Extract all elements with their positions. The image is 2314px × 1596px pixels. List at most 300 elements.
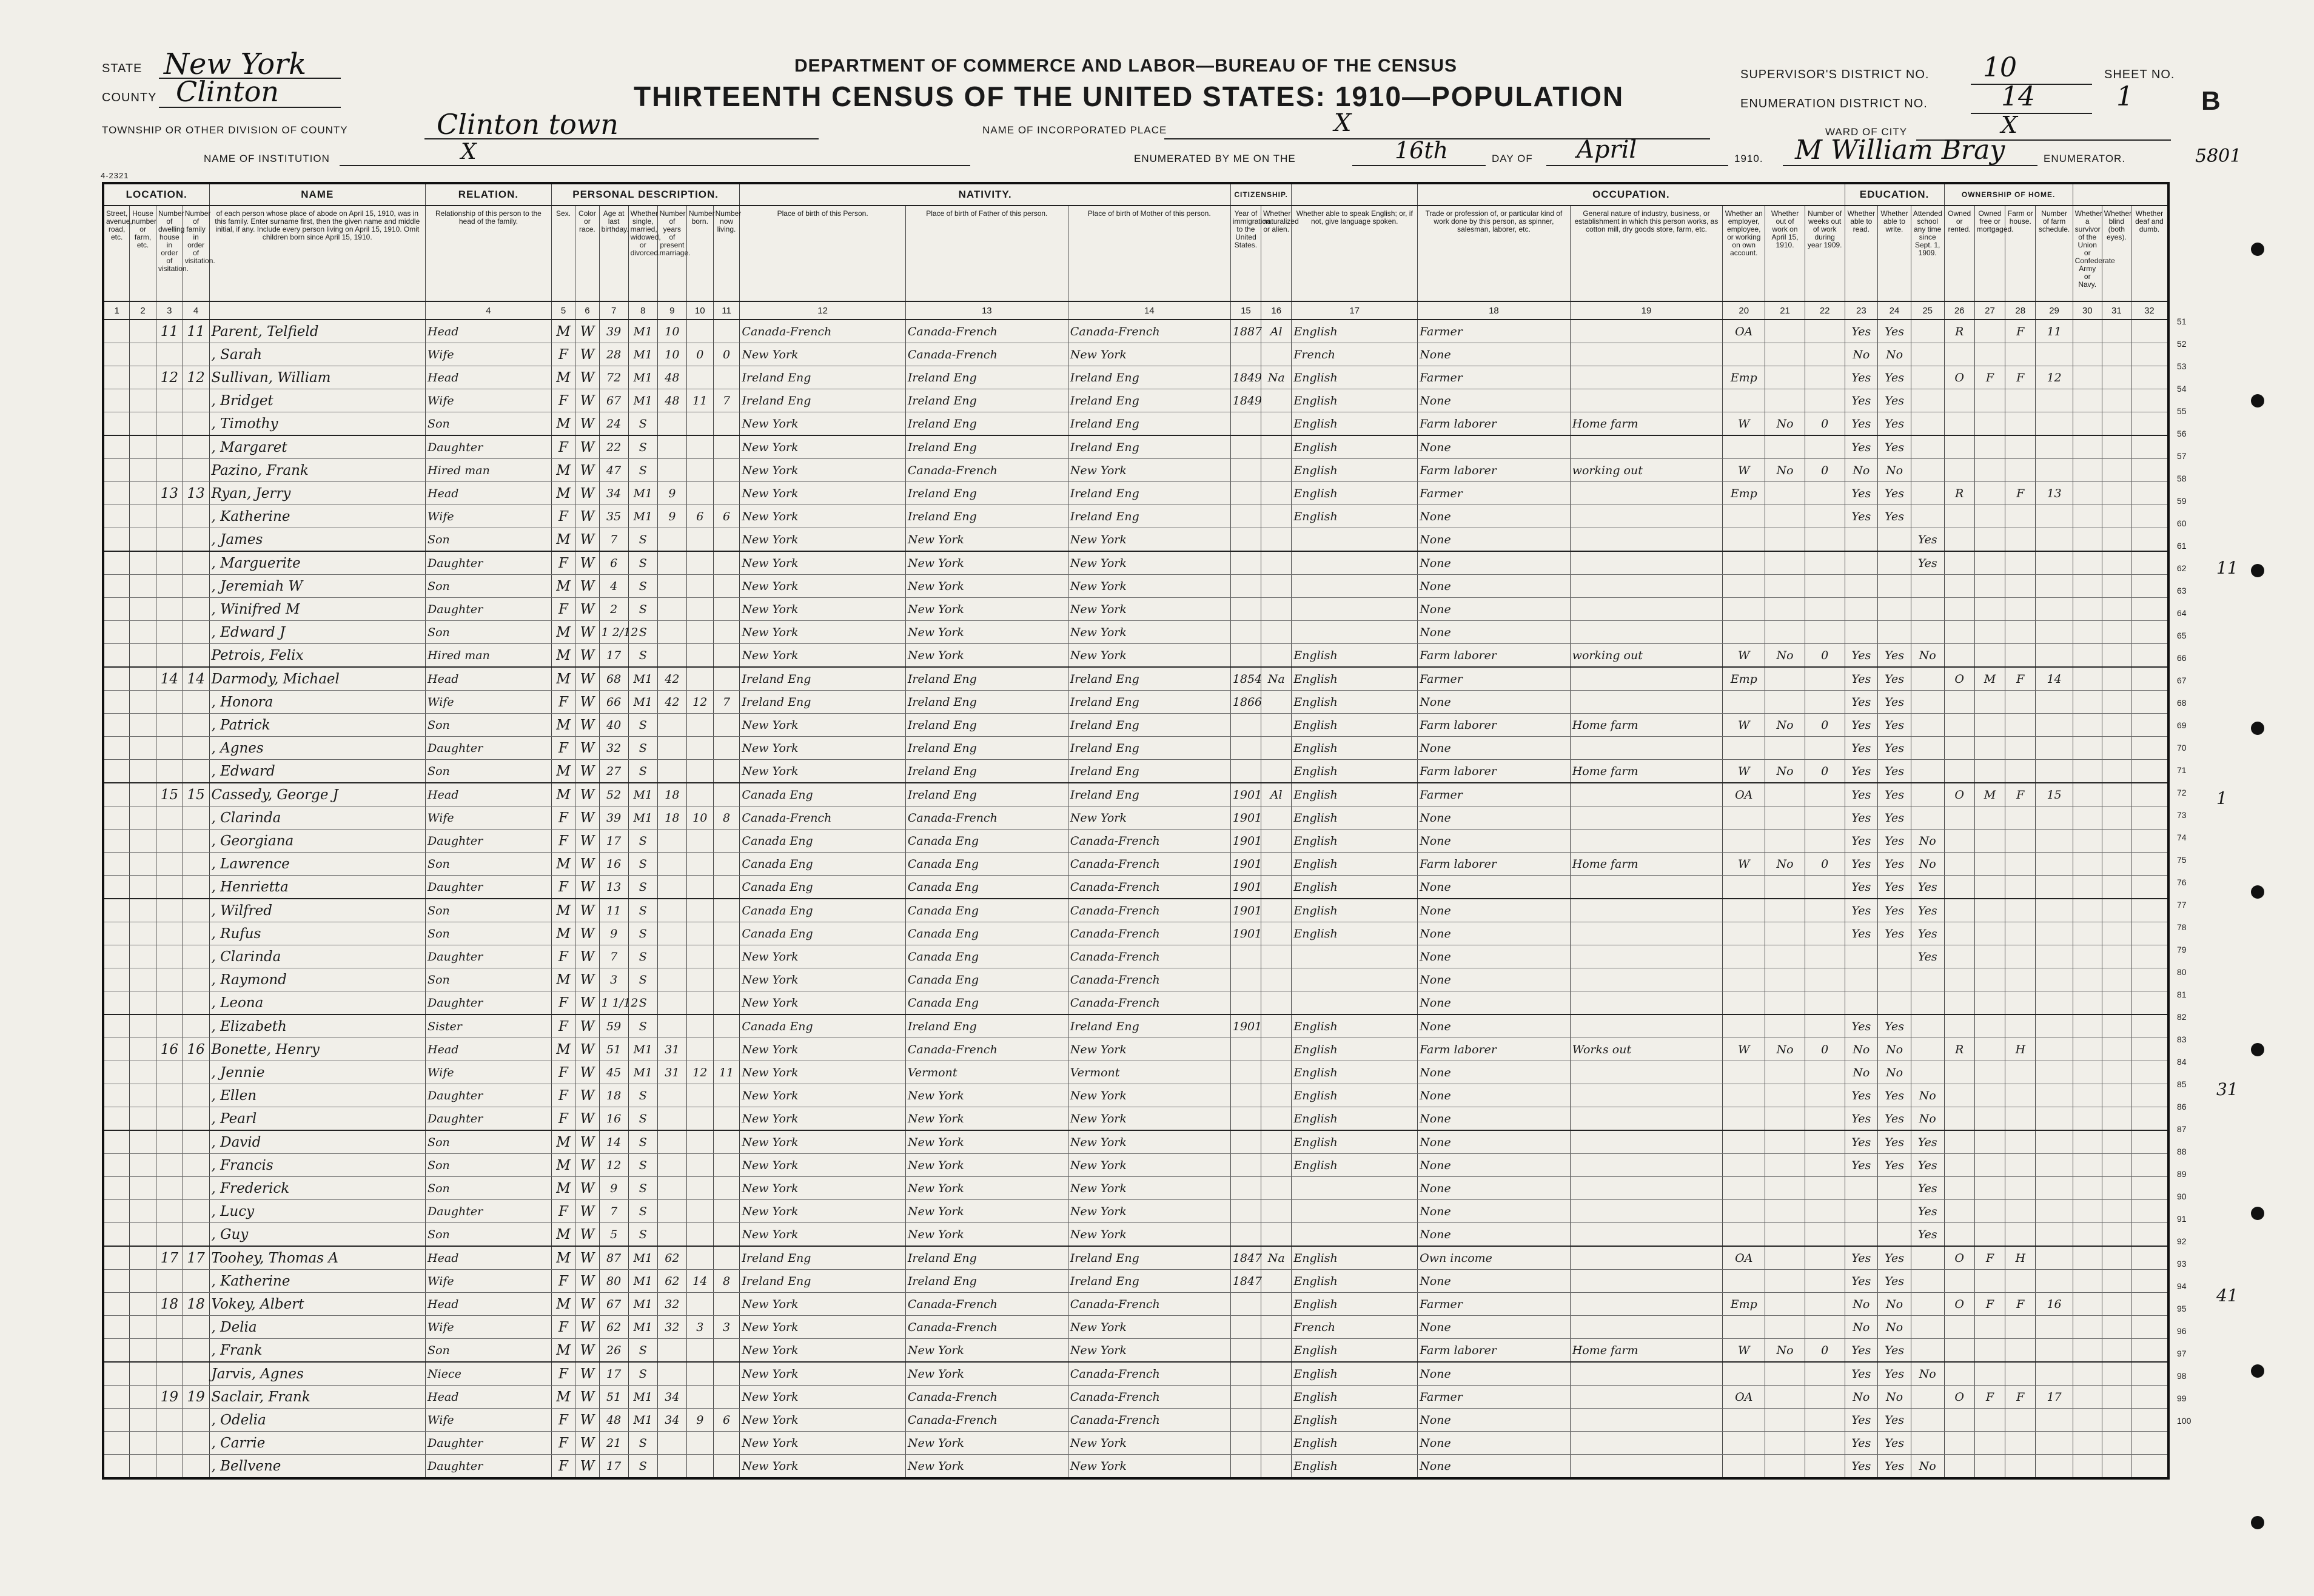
attended-school [1911,691,1944,714]
years-married [657,621,686,644]
children-born: 12 [686,691,713,714]
owned-rented: O [1944,667,1974,691]
immigration-year [1230,575,1261,598]
birthplace-father: Ireland Eng [905,482,1068,505]
veteran [2073,1316,2102,1339]
marital-status: S [628,830,657,853]
veteran [2073,320,2102,343]
race: W [575,551,599,575]
employer-status [1723,1270,1765,1293]
birthplace-mother: Ireland Eng [1068,412,1230,436]
years-married [657,876,686,899]
weeks-out: 0 [1805,412,1845,436]
weeks-out [1805,621,1845,644]
can-write: Yes [1878,1432,1911,1455]
free-mortgaged [1974,320,2005,343]
owned-rented [1944,598,1974,621]
desc-read: Whether able to read. [1845,206,1878,301]
trade: None [1418,1154,1571,1177]
table-row [103,783,2168,806]
years-married [657,551,686,575]
race: W [575,320,599,343]
enumerator-label: ENUMERATOR. [2044,153,2126,164]
marital-status: S [628,575,657,598]
birthplace-person: New York [740,1084,905,1107]
family-number: 18 [183,1293,209,1316]
sex: F [551,876,575,899]
column-number: 29 [2036,301,2073,320]
street [103,806,130,830]
veteran [2073,737,2102,760]
immigration-year [1230,1409,1261,1432]
birthplace-person: New York [740,1293,905,1316]
group-ownership: OWNERSHIP OF HOME. [1944,183,2073,206]
desc-school: Attended school any time since Sept. 1, 1909. [1911,206,1944,301]
column-number: 11 [713,301,740,320]
children-living: 0 [713,343,740,366]
farm-schedule [2036,412,2073,436]
can-write: Yes [1878,899,1911,922]
person-name: , Winifred M [209,598,426,621]
birthplace-father: New York [905,1455,1068,1479]
person-name: , Jennie [209,1061,426,1084]
dwelling-number [156,575,183,598]
blind [2102,1339,2131,1363]
blind [2102,760,2131,783]
out-of-work [1765,1246,1805,1270]
blind [2102,667,2131,691]
sex: M [551,1154,575,1177]
weeks-out [1805,1270,1845,1293]
years-married [657,528,686,552]
dwelling-number [156,1200,183,1223]
desc-age: Age at last birthday. [599,206,628,301]
owned-rented: R [1944,1038,1974,1061]
can-read [1845,1177,1878,1200]
age: 26 [599,1339,628,1363]
immigration-year [1230,1316,1261,1339]
table-row [103,853,2168,876]
industry [1570,482,1723,505]
veteran [2073,621,2102,644]
family-number [183,714,209,737]
free-mortgaged [1974,575,2005,598]
can-write [1878,598,1911,621]
age: 87 [599,1246,628,1270]
line-number: 64 [2177,608,2187,618]
house [130,505,156,528]
desc-industry: General nature of industry, business, or establishment in which this person works, as cotton mill, dry goods store, farm, etc. [1570,206,1723,301]
birthplace-person: New York [740,1455,905,1479]
age: 35 [599,505,628,528]
column-number: 15 [1230,301,1261,320]
house [130,945,156,968]
trade: None [1418,1107,1571,1131]
owned-rented [1944,551,1974,575]
naturalization [1261,714,1292,737]
can-write: Yes [1878,714,1911,737]
birthplace-mother: Canada-French [1068,945,1230,968]
relation: Wife [426,1061,552,1084]
table-row [103,830,2168,853]
deaf [2131,1455,2168,1479]
desc-birth-father: Place of birth of Father of this person. [905,206,1068,301]
trade: None [1418,1177,1571,1200]
weeks-out [1805,528,1845,552]
language: English [1292,760,1418,783]
relation: Son [426,899,552,922]
can-read: Yes [1845,714,1878,737]
farm-schedule [2036,922,2073,945]
industry [1570,320,1723,343]
farm-house [2005,1014,2036,1038]
attended-school: Yes [1911,876,1944,899]
table-row [103,1038,2168,1061]
can-read: Yes [1845,922,1878,945]
farm-house [2005,435,2036,459]
birthplace-mother: Ireland Eng [1068,667,1230,691]
attended-school [1911,1432,1944,1455]
can-write: Yes [1878,760,1911,783]
veteran [2073,1223,2102,1247]
children-born [686,1293,713,1316]
years-married: 18 [657,783,686,806]
day-underline [1352,165,1486,166]
birthplace-mother: Vermont [1068,1061,1230,1084]
deaf [2131,412,2168,436]
table-row [103,922,2168,945]
children-born [686,968,713,991]
dwelling-number [156,1084,183,1107]
employer-status [1723,1177,1765,1200]
birthplace-father: Ireland Eng [905,366,1068,389]
dwelling-number [156,1316,183,1339]
attended-school [1911,991,1944,1015]
can-write: Yes [1878,830,1911,853]
race: W [575,945,599,968]
age: 34 [599,482,628,505]
race: W [575,876,599,899]
industry: working out [1570,459,1723,482]
blind [2102,853,2131,876]
can-read: Yes [1845,482,1878,505]
naturalization [1261,1200,1292,1223]
group-education: EDUCATION. [1845,183,1944,206]
can-write: Yes [1878,1130,1911,1154]
desc-birth-mother: Place of birth of Mother of this person. [1068,206,1230,301]
industry [1570,1386,1723,1409]
age: 16 [599,853,628,876]
children-born: 3 [686,1316,713,1339]
weeks-out [1805,343,1845,366]
race: W [575,505,599,528]
industry [1570,598,1723,621]
immigration-year: 1901 [1230,806,1261,830]
sex: F [551,1014,575,1038]
person-name: Petrois, Felix [209,644,426,668]
age: 2 [599,598,628,621]
person-name: , James [209,528,426,552]
marital-status: M1 [628,505,657,528]
language: English [1292,366,1418,389]
can-write: Yes [1878,1246,1911,1270]
dwelling-number [156,1223,183,1247]
deaf [2131,1038,2168,1061]
children-born [686,1200,713,1223]
blind [2102,1038,2131,1061]
age: 14 [599,1130,628,1154]
race: W [575,899,599,922]
dwelling-number [156,853,183,876]
free-mortgaged [1974,551,2005,575]
blind [2102,1409,2131,1432]
language: English [1292,320,1418,343]
person-name: , Rufus [209,922,426,945]
enumeration-label: ENUMERATION DISTRICT NO. [1740,97,1928,110]
free-mortgaged [1974,528,2005,552]
supervisor-label: SUPERVISOR'S DISTRICT NO. [1740,68,1930,81]
table-row [103,598,2168,621]
family-number [183,806,209,830]
veteran [2073,876,2102,899]
dwelling-number [156,1154,183,1177]
farm-schedule: 15 [2036,783,2073,806]
birthplace-person: New York [740,435,905,459]
can-read: No [1845,1038,1878,1061]
trade: Farmer [1418,482,1571,505]
race: W [575,1270,599,1293]
form-id: 4-2321 [101,171,129,180]
children-born [686,760,713,783]
street [103,1386,130,1409]
free-mortgaged [1974,1154,2005,1177]
group-occupation: OCCUPATION. [1418,183,1845,206]
years-married: 42 [657,667,686,691]
desc-immigration: Year of immigration to the United States. [1230,206,1261,301]
family-number [183,760,209,783]
employer-status: Emp [1723,482,1765,505]
out-of-work [1765,737,1805,760]
naturalization [1261,1084,1292,1107]
farm-schedule [2036,1362,2073,1386]
house [130,1293,156,1316]
street [103,783,130,806]
dwelling-number [156,435,183,459]
birthplace-father: New York [905,1362,1068,1386]
birthplace-father: Canada Eng [905,899,1068,922]
family-number [183,853,209,876]
age: 17 [599,1455,628,1479]
sex: F [551,737,575,760]
house [130,922,156,945]
veteran [2073,830,2102,853]
dwelling-number [156,389,183,412]
birthplace-person: Canada-French [740,806,905,830]
race: W [575,1200,599,1223]
family-number [183,575,209,598]
relation: Son [426,528,552,552]
years-married: 62 [657,1270,686,1293]
trade: None [1418,691,1571,714]
dwelling-number: 19 [156,1386,183,1409]
line-number: 85 [2177,1079,2187,1089]
table-row [103,691,2168,714]
weeks-out [1805,1455,1845,1479]
birthplace-father: Canada-French [905,1038,1068,1061]
sex: M [551,667,575,691]
weeks-out: 0 [1805,644,1845,668]
street [103,1293,130,1316]
industry [1570,343,1723,366]
industry [1570,899,1723,922]
deaf [2131,1014,2168,1038]
industry [1570,691,1723,714]
birthplace-father: New York [905,1130,1068,1154]
street [103,1061,130,1084]
deaf [2131,343,2168,366]
out-of-work [1765,528,1805,552]
language: English [1292,1409,1418,1432]
children-born [686,1339,713,1363]
blind [2102,1084,2131,1107]
naturalization [1261,1038,1292,1061]
children-born [686,598,713,621]
language [1292,1200,1418,1223]
desc-language: Whether able to speak English; or, if not, give language spoken. [1292,206,1418,301]
street [103,1014,130,1038]
farm-house [2005,412,2036,436]
trade: Farmer [1418,667,1571,691]
free-mortgaged: F [1974,1293,2005,1316]
person-name: , Agnes [209,737,426,760]
veteran [2073,1293,2102,1316]
trade: Farmer [1418,320,1571,343]
free-mortgaged [1974,412,2005,436]
children-born [686,1154,713,1177]
person-name: , Clarinda [209,806,426,830]
blind [2102,1386,2131,1409]
birthplace-person: New York [740,644,905,668]
farm-house: H [2005,1038,2036,1061]
dwelling-number [156,343,183,366]
veteran [2073,1107,2102,1131]
veteran [2073,899,2102,922]
age: 48 [599,1409,628,1432]
can-write [1878,551,1911,575]
immigration-year [1230,343,1261,366]
person-name: , Lawrence [209,853,426,876]
institution-value: X [461,139,477,164]
dwelling-number [156,714,183,737]
free-mortgaged: M [1974,783,2005,806]
table-row [103,1386,2168,1409]
column-number: 17 [1292,301,1418,320]
birthplace-father: Canada Eng [905,830,1068,853]
farm-house [2005,551,2036,575]
veteran [2073,1409,2102,1432]
employer-status [1723,528,1765,552]
free-mortgaged [1974,991,2005,1015]
person-name: Cassedy, George J [209,783,426,806]
farm-schedule [2036,551,2073,575]
owned-rented [1944,760,1974,783]
farm-house [2005,1084,2036,1107]
blind [2102,505,2131,528]
immigration-year: 1901 [1230,876,1261,899]
race: W [575,1432,599,1455]
farm-schedule [2036,505,2073,528]
immigration-year [1230,644,1261,668]
birthplace-mother: Ireland Eng [1068,737,1230,760]
sex: M [551,459,575,482]
birthplace-person: New York [740,598,905,621]
children-born [686,482,713,505]
free-mortgaged [1974,1455,2005,1479]
children-living [713,1107,740,1131]
children-living [713,760,740,783]
margin-note: 11 [2216,558,2238,578]
farm-schedule [2036,1409,2073,1432]
street [103,482,130,505]
township-label: TOWNSHIP OR OTHER DIVISION OF COUNTY [102,124,348,136]
age: 72 [599,366,628,389]
dwelling-number [156,1362,183,1386]
sheet-label: SHEET NO. [2104,68,2175,81]
family-number [183,876,209,899]
family-number [183,1455,209,1479]
children-living [713,737,740,760]
weeks-out [1805,806,1845,830]
person-name: , Jeremiah W [209,575,426,598]
street [103,435,130,459]
line-number: 81 [2177,990,2187,999]
sex: M [551,482,575,505]
can-read [1845,598,1878,621]
employer-status: Emp [1723,667,1765,691]
sex: F [551,505,575,528]
owned-rented [1944,1432,1974,1455]
age: 9 [599,1177,628,1200]
children-born [686,1084,713,1107]
deaf [2131,1246,2168,1270]
immigration-year [1230,482,1261,505]
owned-rented [1944,714,1974,737]
employer-status: W [1723,1339,1765,1363]
industry: working out [1570,644,1723,668]
house [130,482,156,505]
line-number: 83 [2177,1034,2187,1044]
can-read: Yes [1845,389,1878,412]
trade: None [1418,1270,1571,1293]
person-name: , Raymond [209,968,426,991]
can-write: No [1878,343,1911,366]
farm-house [2005,899,2036,922]
relation: Daughter [426,1455,552,1479]
street [103,899,130,922]
blind [2102,806,2131,830]
can-read: Yes [1845,505,1878,528]
veteran [2073,435,2102,459]
veteran [2073,1084,2102,1107]
can-write: Yes [1878,320,1911,343]
street [103,459,130,482]
language: English [1292,899,1418,922]
trade: None [1418,1455,1571,1479]
veteran [2073,945,2102,968]
sex: F [551,1061,575,1084]
out-of-work [1765,1432,1805,1455]
house [130,760,156,783]
